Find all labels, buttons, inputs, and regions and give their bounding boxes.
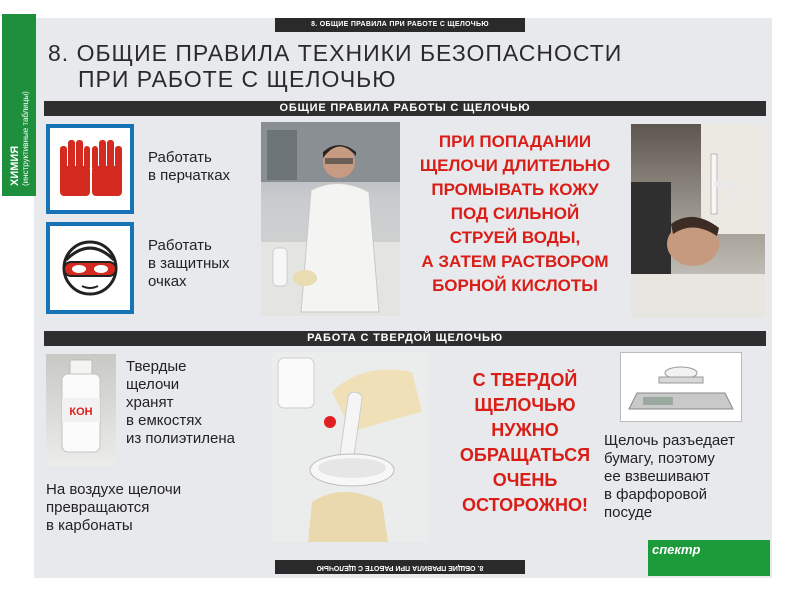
mortar-illustration [272, 352, 428, 542]
air-carbonate-label: На воздухе щелочи превращаются в карбонаты [46, 481, 182, 534]
student-illustration [261, 122, 400, 316]
gloves-sign [46, 124, 134, 214]
title-line-1: 8. ОБЩИЕ ПРАВИЛА ТЕХНИКИ БЕЗОПАСНОСТИ [48, 40, 623, 66]
publisher-logo [648, 540, 770, 576]
page-title [48, 40, 622, 92]
section-bar-general: ОБЩИЕ ПРАВИЛА РАБОТЫ С ЩЕЛОЧЬЮ [44, 101, 766, 116]
goggles-label: Работать в защитных очках [148, 237, 230, 290]
bottom-strip: 8. ОБЩИЕ ПРАВИЛА ПРИ РАБОТЕ С ЩЕЛОЧЬЮ [275, 560, 525, 574]
student-photo [261, 122, 400, 316]
top-strip: 8. ОБЩИЕ ПРАВИЛА ПРИ РАБОТЕ С ЩЕЛОЧЬЮ [275, 18, 525, 32]
goggles-icon [50, 226, 130, 310]
gloves-label: Работать в перчатках [148, 149, 231, 184]
title-line-2: ПРИ РАБОТЕ С ЩЕЛОЧЬЮ [78, 66, 397, 92]
weighing-label: Щелочь разъедает бумагу, поэтому ее взвешивают в фарфоровой посуде [604, 432, 735, 521]
gloves-icon [50, 128, 130, 210]
side-tab-subject: ХИМИЯ [9, 145, 21, 186]
bottle-label: КОН [69, 406, 93, 418]
side-tab-subtitle: (инструктивные таблицы) [21, 91, 30, 186]
side-tab [2, 14, 36, 196]
rinse-warning: ПРИ ПОПАДАНИИ ЩЕЛОЧИ ДЛИТЕЛЬНО ПРОМЫВАТЬ КОЖУ ПОД СИЛЬНОЙ СТРУЕЙ ВОДЫ, А ЗАТЕМ РАСТВОРОМ БОРНОЙ КИСЛОТЫ [419, 132, 611, 295]
scale-photo [620, 352, 742, 422]
careful-warning: С ТВЕРДОЙ ЩЕЛОЧЬЮ НУЖНО ОБРАЩАТЬСЯ ОЧЕНЬ ОСТОРОЖНО! [459, 370, 591, 515]
washing-illustration [631, 124, 765, 318]
bottle-illustration [46, 354, 116, 466]
mortar-photo [272, 352, 428, 542]
logo-text: спектр [652, 542, 701, 557]
washing-photo [631, 124, 765, 318]
storage-label: Твердые щелочи хранят в емкостях из полиэтилена [126, 358, 235, 447]
section-bar-solid: РАБОТА С ТВЕРДОЙ ЩЕЛОЧЬЮ [44, 331, 766, 346]
bottle-photo [46, 354, 116, 466]
scale-icon [621, 353, 741, 421]
goggles-sign [46, 222, 134, 314]
